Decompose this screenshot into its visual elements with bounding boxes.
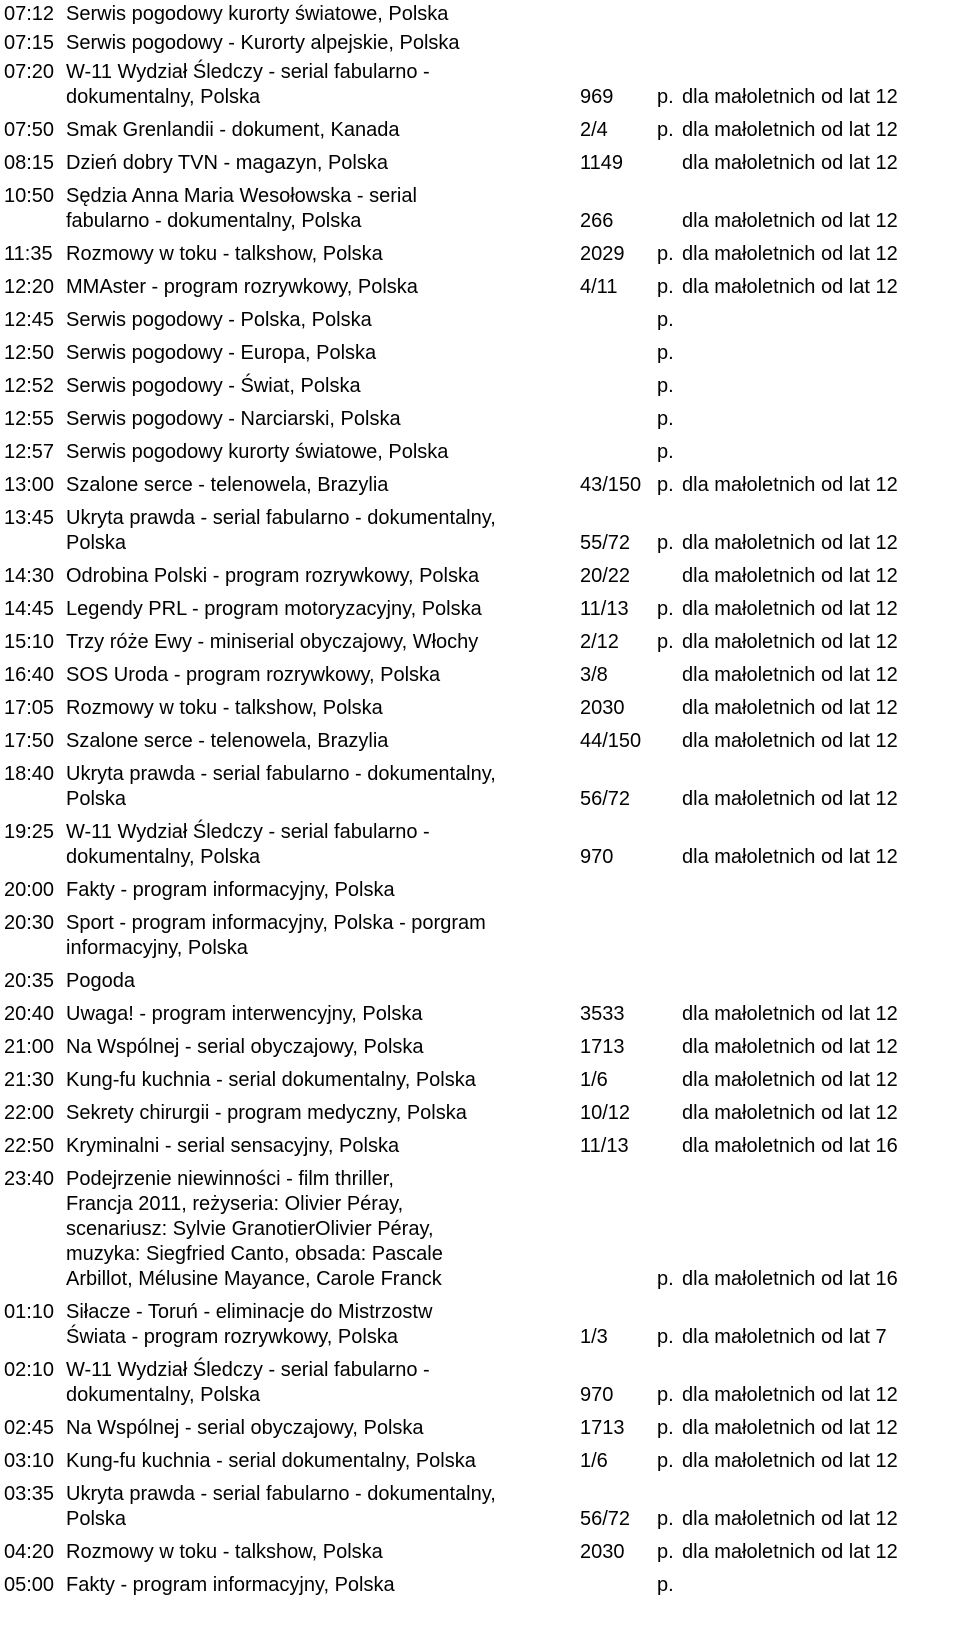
premiere-marker: p.	[657, 408, 674, 430]
episode-number: 970	[580, 1384, 614, 1406]
program-title: Serwis pogodowy - Polska, Polska	[66, 309, 372, 331]
age-rating: dla małoletnich od lat 12	[682, 565, 898, 587]
program-time: 20:35	[4, 970, 55, 992]
program-time: 03:10	[4, 1450, 55, 1472]
premiere-marker: p.	[657, 1541, 674, 1563]
program-title: Pogoda	[66, 970, 135, 992]
episode-number: 3/8	[580, 664, 608, 686]
program-title: MMAster - program rozrywkowy, Polska	[66, 276, 418, 298]
episode-number: 55/72	[580, 532, 631, 554]
age-rating: dla małoletnich od lat 12	[682, 846, 898, 868]
program-title: Serwis pogodowy kurorty światowe, Polska	[66, 3, 449, 25]
episode-number: 1/3	[580, 1326, 608, 1348]
program-time: 05:00	[4, 1574, 55, 1596]
program-time: 12:52	[4, 375, 55, 397]
episode-number: 2030	[580, 697, 625, 719]
episode-number: 970	[580, 846, 614, 868]
program-row	[4, 374, 960, 399]
program-time: 20:00	[4, 879, 55, 901]
program-time: 22:50	[4, 1135, 55, 1157]
program-title: Legendy PRL - program motoryzacyjny, Polska	[66, 598, 482, 620]
program-time: 02:45	[4, 1417, 55, 1439]
premiere-marker: p.	[657, 1417, 674, 1439]
episode-number: 11/13	[580, 1135, 629, 1157]
age-rating: dla małoletnich od lat 12	[682, 86, 898, 108]
program-title: Fakty - program informacyjny, Polska	[66, 1574, 395, 1596]
program-row	[4, 151, 960, 176]
program-title: Serwis pogodowy - Świat, Polska	[66, 375, 361, 397]
program-time: 17:50	[4, 730, 55, 752]
program-title: Szalone serce - telenowela, Brazylia	[66, 474, 389, 496]
program-title: Ukryta prawda - serial fabularno - dokumentalny, Polska	[66, 763, 496, 810]
episode-number: 1149	[580, 152, 624, 174]
program-row	[4, 242, 960, 267]
program-title: Rozmowy w toku - talkshow, Polska	[66, 1541, 383, 1563]
episode-number: 1/6	[580, 1069, 608, 1091]
premiere-marker: p.	[657, 375, 674, 397]
program-title: W-11 Wydział Śledczy - serial fabularno - dokumentalny, Polska	[66, 821, 430, 868]
program-title: Kryminalni - serial sensacyjny, Polska	[66, 1135, 400, 1157]
program-title: Ukryta prawda - serial fabularno - dokumentalny, Polska	[66, 1483, 496, 1530]
premiere-marker: p.	[657, 474, 674, 496]
program-title: Serwis pogodowy - Europa, Polska	[66, 342, 377, 364]
age-rating: dla małoletnich od lat 12	[682, 788, 898, 810]
premiere-marker: p.	[657, 1450, 674, 1472]
episode-number: 2030	[580, 1541, 625, 1563]
program-row	[4, 407, 960, 432]
program-time: 18:40	[4, 763, 55, 785]
program-title: Kung-fu kuchnia - serial dokumentalny, Polska	[66, 1450, 476, 1472]
program-title: Rozmowy w toku - talkshow, Polska	[66, 697, 383, 719]
premiere-marker: p.	[657, 1384, 674, 1406]
program-row	[4, 506, 960, 556]
age-rating: dla małoletnich od lat 12	[682, 1541, 898, 1563]
program-title: Smak Grenlandii - dokument, Kanada	[66, 119, 400, 141]
episode-number: 3533	[580, 1003, 625, 1025]
age-rating: dla małoletnich od lat 16	[682, 1268, 898, 1290]
program-time: 07:15	[4, 32, 55, 54]
program-row	[4, 308, 960, 333]
episode-number: 56/72	[580, 788, 631, 810]
premiere-marker: p.	[657, 598, 674, 620]
program-title: Serwis pogodowy - Kurorty alpejskie, Polska	[66, 32, 460, 54]
age-rating: dla małoletnich od lat 12	[682, 119, 898, 141]
program-row	[4, 1167, 960, 1292]
episode-number: 1713	[580, 1036, 625, 1058]
premiere-marker: p.	[657, 342, 674, 364]
program-row	[4, 118, 960, 143]
episode-number: 10/12	[580, 1102, 631, 1124]
program-row	[4, 1002, 960, 1027]
age-rating: dla małoletnich od lat 12	[682, 243, 898, 265]
program-time: 19:25	[4, 821, 55, 843]
program-title: Sekrety chirurgii - program medyczny, Polska	[66, 1102, 467, 1124]
premiere-marker: p.	[657, 532, 674, 554]
program-row	[4, 473, 960, 498]
program-time: 14:45	[4, 598, 55, 620]
age-rating: dla małoletnich od lat 12	[682, 1508, 898, 1530]
premiere-marker: p.	[657, 1268, 674, 1290]
program-title: Trzy róże Ewy - miniserial obyczajowy, Włochy	[66, 631, 479, 653]
age-rating: dla małoletnich od lat 12	[682, 1417, 898, 1439]
program-time: 07:20	[4, 61, 55, 83]
program-title: Podejrzenie niewinności - film thriller, Francja 2011, reżyseria: Olivier Péray, scenariusz: Sylvie GranotierOlivier Péray, muzyka: Siegfried Canto, obsada: Pascale Arbillot, Mélusine Mayance, Carole Franck	[66, 1168, 443, 1290]
program-title: Szalone serce - telenowela, Brazylia	[66, 730, 389, 752]
age-rating: dla małoletnich od lat 12	[682, 152, 898, 174]
age-rating: dla małoletnich od lat 12	[682, 1036, 898, 1058]
program-title: Sport - program informacyjny, Polska - porgram informacyjny, Polska	[66, 912, 486, 959]
program-time: 12:45	[4, 309, 55, 331]
program-title: Kung-fu kuchnia - serial dokumentalny, Polska	[66, 1069, 476, 1091]
program-row	[4, 1068, 960, 1093]
episode-number: 11/13	[580, 598, 629, 620]
program-row	[4, 184, 960, 234]
age-rating: dla małoletnich od lat 12	[682, 697, 898, 719]
premiere-marker: p.	[657, 86, 674, 108]
premiere-marker: p.	[657, 119, 674, 141]
program-row	[4, 969, 960, 994]
episode-number: 1/6	[580, 1450, 608, 1472]
program-time: 16:40	[4, 664, 55, 686]
premiere-marker: p.	[657, 243, 674, 265]
program-row	[4, 597, 960, 622]
premiere-marker: p.	[657, 1326, 674, 1348]
program-row	[4, 1540, 960, 1565]
program-time: 10:50	[4, 185, 55, 207]
program-title: Sędzia Anna Maria Wesołowska - serial fabularno - dokumentalny, Polska	[66, 185, 417, 232]
program-row	[4, 1134, 960, 1159]
program-row	[4, 341, 960, 366]
program-row	[4, 440, 960, 465]
episode-number: 2/12	[580, 631, 619, 653]
episode-number: 969	[580, 86, 614, 108]
program-row	[4, 1035, 960, 1060]
program-time: 11:35	[4, 243, 53, 265]
age-rating: dla małoletnich od lat 12	[682, 1003, 898, 1025]
program-row	[4, 1101, 960, 1126]
premiere-marker: p.	[657, 441, 674, 463]
program-time: 13:45	[4, 507, 55, 529]
program-time: 03:35	[4, 1483, 55, 1505]
age-rating: dla małoletnich od lat 12	[682, 631, 898, 653]
program-row	[4, 762, 960, 812]
program-title: Fakty - program informacyjny, Polska	[66, 879, 395, 901]
episode-number: 2029	[580, 243, 625, 265]
program-time: 01:10	[4, 1301, 55, 1323]
age-rating: dla małoletnich od lat 12	[682, 210, 898, 232]
program-row	[4, 729, 960, 754]
program-time: 12:20	[4, 276, 55, 298]
program-title: Dzień dobry TVN - magazyn, Polska	[66, 152, 388, 174]
program-time: 21:30	[4, 1069, 55, 1091]
age-rating: dla małoletnich od lat 12	[682, 598, 898, 620]
premiere-marker: p.	[657, 276, 674, 298]
episode-number: 4/11	[580, 276, 618, 298]
program-time: 02:10	[4, 1359, 55, 1381]
program-time: 14:30	[4, 565, 55, 587]
program-time: 21:00	[4, 1036, 55, 1058]
program-title: Odrobina Polski - program rozrywkowy, Polska	[66, 565, 480, 587]
program-title: Na Wspólnej - serial obyczajowy, Polska	[66, 1417, 424, 1439]
program-time: 12:50	[4, 342, 55, 364]
program-time: 15:10	[4, 631, 55, 653]
program-title: W-11 Wydział Śledczy - serial fabularno - dokumentalny, Polska	[66, 1359, 430, 1406]
program-time: 07:50	[4, 119, 55, 141]
program-title: Ukryta prawda - serial fabularno - dokumentalny, Polska	[66, 507, 496, 554]
program-time: 13:00	[4, 474, 55, 496]
program-row	[4, 564, 960, 589]
age-rating: dla małoletnich od lat 7	[682, 1326, 887, 1348]
program-time: 22:00	[4, 1102, 55, 1124]
program-title: Serwis pogodowy - Narciarski, Polska	[66, 408, 401, 430]
program-row	[4, 31, 960, 56]
premiere-marker: p.	[657, 1574, 674, 1596]
age-rating: dla małoletnich od lat 12	[682, 730, 898, 752]
episode-number: 2/4	[580, 119, 608, 141]
program-row	[4, 878, 960, 903]
program-row	[4, 696, 960, 721]
episode-number: 1713	[580, 1417, 625, 1439]
program-time: 20:30	[4, 912, 55, 934]
age-rating: dla małoletnich od lat 12	[682, 276, 898, 298]
program-row	[4, 1358, 960, 1408]
program-title: Serwis pogodowy kurorty światowe, Polska	[66, 441, 449, 463]
program-title: Na Wspólnej - serial obyczajowy, Polska	[66, 1036, 424, 1058]
program-title: Rozmowy w toku - talkshow, Polska	[66, 243, 383, 265]
program-title: SOS Uroda - program rozrywkowy, Polska	[66, 664, 441, 686]
age-rating: dla małoletnich od lat 12	[682, 1102, 898, 1124]
program-row	[4, 820, 960, 870]
program-time: 23:40	[4, 1168, 55, 1190]
program-time: 12:55	[4, 408, 55, 430]
episode-number: 43/150	[580, 474, 642, 496]
program-row	[4, 1300, 960, 1350]
episode-number: 44/150	[580, 730, 642, 752]
age-rating: dla małoletnich od lat 16	[682, 1135, 898, 1157]
program-time: 07:12	[4, 3, 55, 25]
episode-number: 56/72	[580, 1508, 631, 1530]
program-row	[4, 663, 960, 688]
age-rating: dla małoletnich od lat 12	[682, 1384, 898, 1406]
age-rating: dla małoletnich od lat 12	[682, 1069, 898, 1091]
age-rating: dla małoletnich od lat 12	[682, 664, 898, 686]
program-time: 12:57	[4, 441, 55, 463]
episode-number: 266	[580, 210, 614, 232]
program-title: Uwaga! - program interwencyjny, Polska	[66, 1003, 423, 1025]
program-time: 08:15	[4, 152, 55, 174]
episode-number: 20/22	[580, 565, 631, 587]
program-row	[4, 60, 960, 110]
program-row	[4, 1482, 960, 1532]
program-row	[4, 630, 960, 655]
program-row	[4, 1449, 960, 1474]
premiere-marker: p.	[657, 631, 674, 653]
age-rating: dla małoletnich od lat 12	[682, 532, 898, 554]
program-row	[4, 275, 960, 300]
program-time: 20:40	[4, 1003, 55, 1025]
premiere-marker: p.	[657, 1508, 674, 1530]
program-time: 17:05	[4, 697, 55, 719]
age-rating: dla małoletnich od lat 12	[682, 474, 898, 496]
program-row	[4, 1573, 960, 1598]
program-title: W-11 Wydział Śledczy - serial fabularno - dokumentalny, Polska	[66, 61, 430, 108]
program-time: 04:20	[4, 1541, 55, 1563]
program-title: Siłacze - Toruń - eliminacje do Mistrzostw Świata - program rozrywkowy, Polska	[66, 1301, 433, 1348]
program-row	[4, 1416, 960, 1441]
program-row	[4, 2, 960, 27]
premiere-marker: p.	[657, 309, 674, 331]
age-rating: dla małoletnich od lat 12	[682, 1450, 898, 1472]
program-row	[4, 911, 960, 961]
